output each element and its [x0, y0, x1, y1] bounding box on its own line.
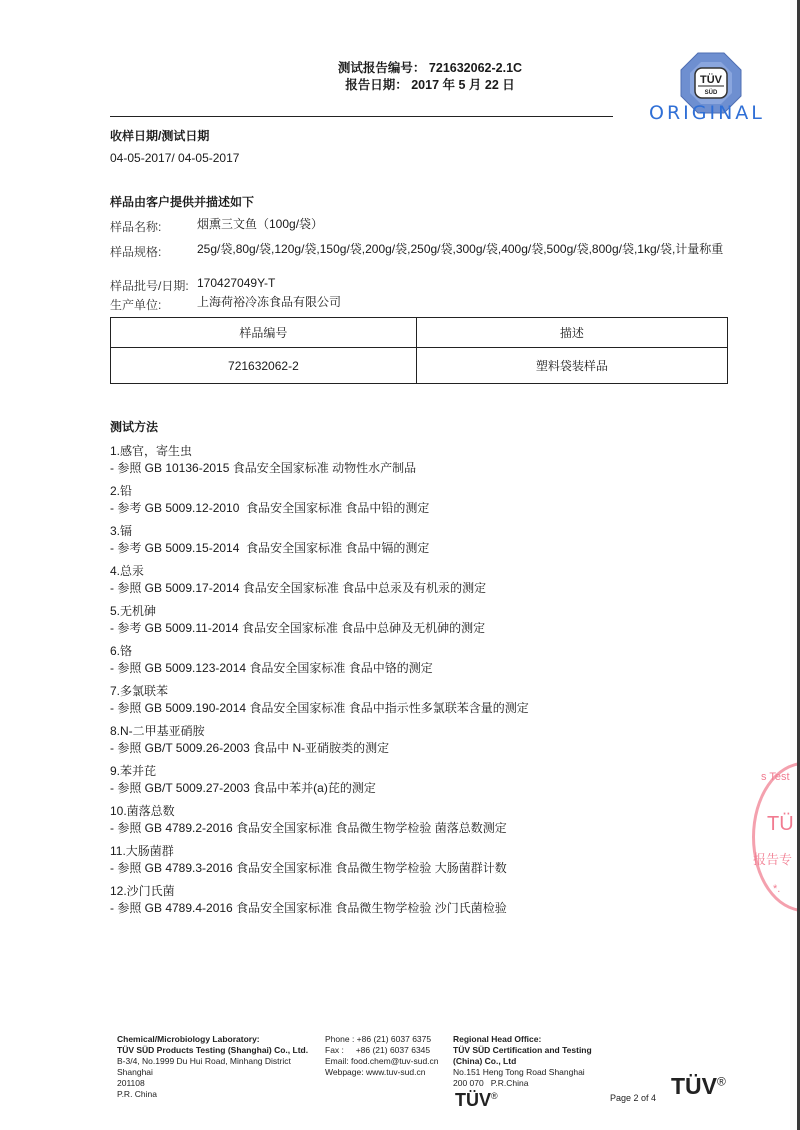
method-reference: - 参照 GB 4789.3-2016 食品安全国家标准 食品微生物学检验 大肠菌群计数	[110, 861, 507, 875]
method-name: 8.N-二甲基亚硝胺	[110, 724, 205, 738]
stamp-arc-text: s Test	[761, 771, 790, 783]
sample-batch-label: 样品批号/日期:	[110, 279, 189, 293]
contact-email[interactable]: Email: food.chem@tuv-sud.cn	[325, 1056, 439, 1066]
lab-company: TÜV SÜD Products Testing (Shanghai) Co., Ltd.	[117, 1045, 309, 1055]
sample-batch-value: 170427049Y-T	[197, 276, 276, 290]
method-name: 1.感官，寄生虫	[110, 444, 193, 458]
report-number-label: 测试报告编号：	[337, 61, 426, 75]
method-item	[110, 763, 730, 797]
method-item	[110, 523, 730, 557]
lab-city: Shanghai	[117, 1067, 153, 1077]
head-office-company-2: (China) Co., Ltd	[453, 1056, 517, 1066]
contact-webpage[interactable]: Webpage: www.tuv-sud.cn	[325, 1067, 426, 1077]
method-reference: - 参照 GB 5009.123-2014 食品安全国家标准 食品中铬的测定	[110, 661, 433, 675]
reg-mark-small: ®	[491, 1091, 498, 1101]
logo-bottom-text: SÜD	[704, 90, 718, 96]
header-description: 描述	[416, 318, 727, 348]
method-reference: - 参考 GB 5009.11-2014 食品安全国家标准 食品中总砷及无机砷的测定	[110, 621, 486, 635]
report-header	[300, 60, 560, 94]
method-name: 11.大肠菌群	[110, 844, 174, 858]
dates-value: 04-05-2017/ 04-05-2017	[110, 151, 240, 165]
method-name: 6.铬	[110, 644, 133, 658]
methods-title: 测试方法	[110, 420, 159, 434]
header-sample-no: 样品编号	[111, 318, 417, 348]
method-reference: - 参照 GB/T 5009.27-2003 食品中苯并(a)芘的测定	[110, 781, 376, 795]
tuv-mark-small-icon	[455, 1090, 498, 1111]
method-reference: - 参照 GB 10136-2015 食品安全国家标准 动物性水产制品	[110, 461, 417, 475]
method-item	[110, 603, 730, 637]
method-name: 10.菌落总数	[110, 804, 175, 818]
manufacturer-label: 生产单位:	[110, 298, 162, 312]
lab-postcode: 201108	[117, 1078, 145, 1088]
sample-table	[110, 317, 728, 384]
report-number: 721632062-2.1C	[428, 61, 523, 75]
method-name: 3.镉	[110, 524, 133, 538]
contact-phone: Phone : +86 (21) 6037 6375	[325, 1034, 432, 1044]
method-name: 7.多氯联苯	[110, 684, 169, 698]
lab-address-line: B-3/4, No.1999 Du Hui Road, Minhang District	[117, 1056, 291, 1066]
method-reference: - 参照 GB 4789.4-2016 食品安全国家标准 食品微生物学检验 沙门氏菌检验	[110, 901, 507, 915]
method-reference: - 参照 GB/T 5009.26-2003 食品中 N-亚硝胺类的测定	[110, 741, 390, 755]
method-item	[110, 683, 730, 717]
sample-table-header	[111, 318, 728, 348]
sample-spec-label: 样品规格:	[110, 245, 162, 259]
sample-spec-value: 25g/袋,80g/袋,120g/袋,150g/袋,200g/袋,250g/袋,300g/袋,400g/袋,500g/袋,800g/袋,1kg/袋,计量称重	[197, 242, 724, 256]
tuv-mark-large-icon	[671, 1073, 726, 1100]
method-item	[110, 483, 730, 517]
report-date-label: 报告日期：	[345, 78, 408, 92]
page-number: Page 2 of 4	[610, 1093, 657, 1103]
sample-name-label: 样品名称:	[110, 220, 162, 234]
method-item	[110, 643, 730, 677]
method-name: 12.沙门氏菌	[110, 884, 175, 898]
head-office-address: No.151 Heng Tong Road Shanghai	[453, 1067, 585, 1077]
footer-contact	[325, 1034, 445, 1078]
manufacturer-value: 上海荷裕冷冻食品有限公司	[197, 295, 342, 309]
method-item	[110, 443, 730, 477]
sample-title: 样品由客户提供并描述如下	[110, 195, 255, 209]
cell-description: 塑料袋装样品	[416, 348, 727, 384]
method-reference: - 参照 GB 4789.2-2016 食品安全国家标准 食品微生物学检验 菌落总数测定	[110, 821, 507, 835]
method-reference: - 参考 GB 5009.12-2010 食品安全国家标准 食品中铅的测定	[110, 501, 430, 515]
method-item	[110, 563, 730, 597]
reg-mark-large: ®	[717, 1074, 726, 1089]
footer-head-office	[453, 1034, 603, 1089]
red-seal-stamp	[752, 762, 797, 912]
cell-sample-no: 721632062-2	[111, 348, 417, 384]
red-seal-stamp-region	[740, 755, 797, 925]
footer-lab	[117, 1034, 317, 1100]
lab-country: P.R. China	[117, 1089, 158, 1099]
report-number-line	[300, 60, 560, 77]
report-date-line	[300, 77, 560, 94]
tuv-mark-large-text: TÜV	[671, 1073, 717, 1099]
head-office-postcode: 200 070 P.R.China	[453, 1078, 529, 1088]
method-name: 9.苯并芘	[110, 764, 157, 778]
method-item	[110, 803, 730, 837]
method-reference: - 参考 GB 5009.15-2014 食品安全国家标准 食品中镉的测定	[110, 541, 430, 555]
head-office-title: Regional Head Office:	[453, 1034, 542, 1044]
stamp-mid-text: TÜ	[767, 813, 794, 835]
stamp-cn-text: 报告专	[753, 852, 793, 867]
table-row	[111, 348, 728, 384]
method-item	[110, 883, 730, 917]
method-name: 2.铅	[110, 484, 133, 498]
contact-fax: Fax : +86 (21) 6037 6345	[325, 1045, 431, 1055]
method-item	[110, 843, 730, 877]
method-reference: - 参照 GB 5009.17-2014 食品安全国家标准 食品中总汞及有机汞的测定	[110, 581, 487, 595]
method-item	[110, 723, 730, 757]
header-divider	[110, 116, 613, 117]
original-stamp: ORIGINAL	[649, 102, 765, 124]
method-name: 5.无机砷	[110, 604, 157, 618]
method-reference: - 参照 GB 5009.190-2014 食品安全国家标准 食品中指示性多氯联苯含量的测定	[110, 701, 529, 715]
lab-title: Chemical/Microbiology Laboratory:	[117, 1034, 260, 1044]
head-office-company-1: TÜV SÜD Certification and Testing	[453, 1045, 592, 1055]
sample-name-value: 烟熏三文鱼（100g/袋）	[197, 217, 324, 231]
stamp-bottom-text: *.	[773, 883, 781, 895]
dates-title: 收样日期/测试日期	[110, 129, 210, 143]
tuv-mark-small-text: TÜV	[455, 1090, 491, 1110]
method-name: 4.总汞	[110, 564, 145, 578]
report-date: 2017 年 5 月 22 日	[411, 78, 515, 92]
logo-top-text: TÜV	[700, 74, 722, 86]
